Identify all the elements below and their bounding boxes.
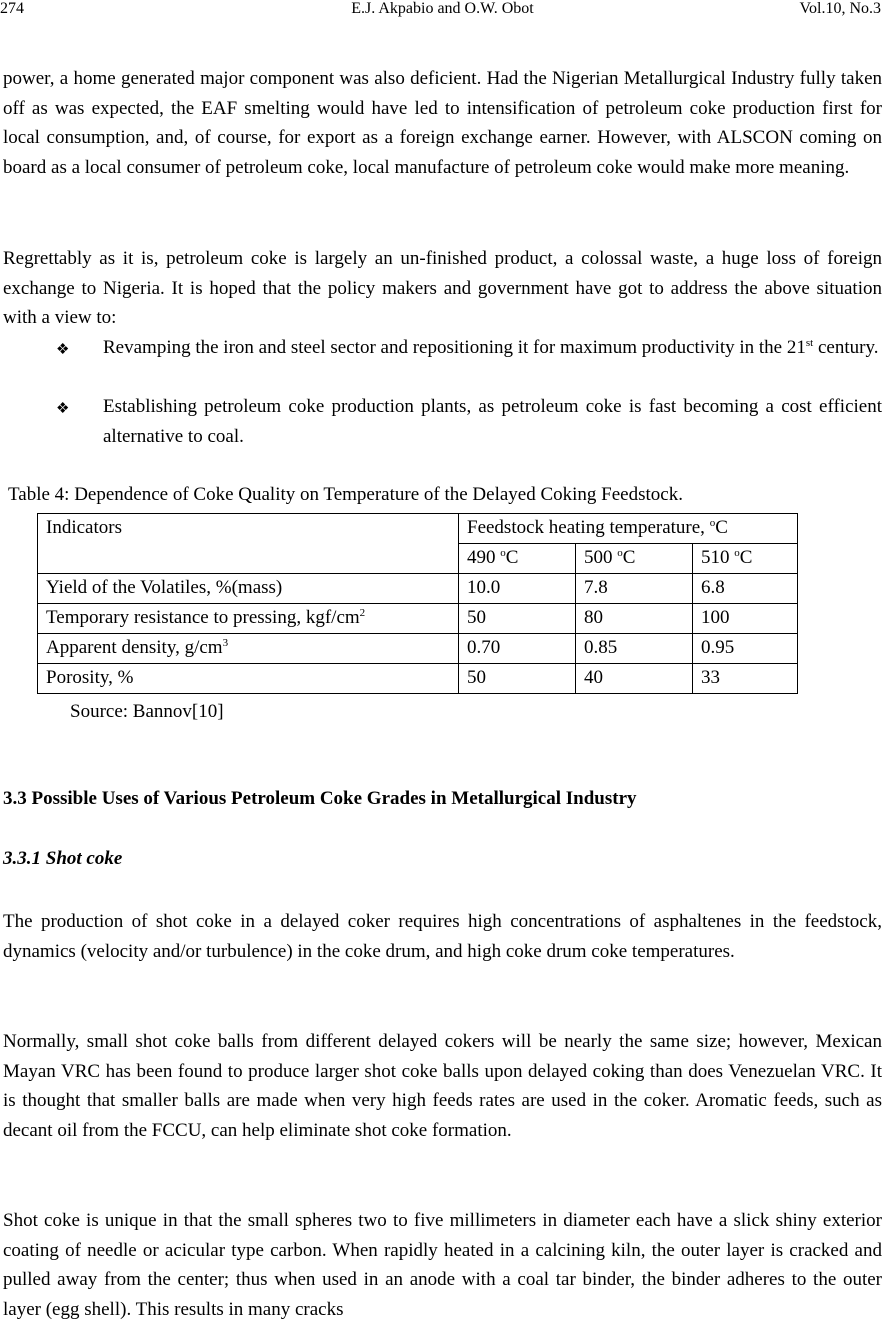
table-cell: 80 xyxy=(576,604,693,634)
row-label: Yield of the Volatiles, %(mass) xyxy=(38,574,459,604)
table-cell: 100 xyxy=(693,604,798,634)
table-cell: 40 xyxy=(576,664,693,694)
row-label: Porosity, % xyxy=(38,664,459,694)
paragraph-1: power, a home generated major component was also deficient. Had the Nigerian Metallurgical Industry fully taken off as was expected, the EAF smelting would have led to intensification of petroleum coke production first for local consumption, and, of course, for export as a foreign exchange earner. However, with ALSCON coming on board as a local consumer of petroleum coke, local manufacture of petroleum coke would make more meaning. xyxy=(3,68,882,178)
table-row xyxy=(38,664,798,694)
table-source: Source: Bannov[10] xyxy=(70,701,224,722)
diamond-bullet-icon: ❖ xyxy=(56,401,70,417)
table-header-row xyxy=(38,514,798,544)
page-number: 274 xyxy=(0,0,24,17)
indicators-header: Indicators xyxy=(38,514,459,574)
table-cell: 6.8 xyxy=(693,574,798,604)
temp-header: 500 $^o$C xyxy=(576,544,693,574)
table-row xyxy=(38,574,798,604)
temp-header: 490 $^o$C xyxy=(459,544,576,574)
table-cell: 33 xyxy=(693,664,798,694)
page-header xyxy=(0,0,885,24)
table-row xyxy=(38,634,798,664)
paragraph-3: The production of shot coke in a delayed coker requires high concentrations of asphaltenes in the feedstock, dynamics (velocity and/or turbulence) in the coke drum, and high coke drum coke temperatures. xyxy=(3,911,882,962)
row-label: Apparent density, $g/cm^3$ xyxy=(38,634,459,664)
diamond-bullet-icon: ❖ xyxy=(56,342,70,358)
table-cell: 10.0 xyxy=(459,574,576,604)
table-cell: 50 xyxy=(459,604,576,634)
table-cell: 0.85 xyxy=(576,634,693,664)
table-caption: Table 4: Dependence of Coke Quality on Temperature of the Delayed Coking Feedstock. xyxy=(8,484,683,505)
paragraph-2: Regrettably as it is, petroleum coke is largely an un-finished product, a colossal waste, a huge loss of foreign exchange to Nigeria. It is hoped that the policy makers and government have got to address the above situation with a view to: xyxy=(3,248,882,328)
bullet-text-1: Revamping the iron and steel sector and repositioning it for maximum productivity in the 21st century. xyxy=(103,337,879,358)
table-cell: 0.70 xyxy=(459,634,576,664)
table-cell: 50 xyxy=(459,664,576,694)
bullet-text-2: Establishing petroleum coke production plants, as petroleum coke is fast becoming a cost efficient alternative to coal. xyxy=(103,396,882,447)
row-label: Temporary resistance to pressing, kgf/$cm^2$ xyxy=(38,604,459,634)
temperature-group-header: Feedstock heating temperature, $^o$C xyxy=(459,514,798,544)
paragraph-5: Shot coke is unique in that the small spheres two to five millimeters in diameter each have a slick shiny exterior coating of needle or acicular type carbon. When rapidly heated in a calcining kiln, the outer layer is cracked and pulled away from the center; thus when used in an anode with a coal tar binder, the binder adheres to the outer layer (egg shell). This results in many cracks xyxy=(3,1210,882,1320)
volume-info: Vol.10, No.3 xyxy=(799,0,881,17)
temp-header: 510 $^o$C xyxy=(693,544,798,574)
table-row xyxy=(38,604,798,634)
paragraph-4: Normally, small shot coke balls from different delayed cokers will be nearly the same size; however, Mexican Mayan VRC has been found to produce larger shot coke balls upon delayed coking than does Venezuelan VRC. It is thought that smaller balls are made when very high feeds rates are used in the coker. Aromatic feeds, such as decant oil from the FCCU, can help eliminate shot coke formation. xyxy=(3,1031,882,1141)
running-authors: E.J. Akpabio and O.W. Obot xyxy=(351,0,534,17)
table-cell: 0.95 xyxy=(693,634,798,664)
section-heading: 3.3 Possible Uses of Various Petroleum Coke Grades in Metallurgical Industry xyxy=(3,788,637,809)
table-cell: 7.8 xyxy=(576,574,693,604)
coke-quality-table xyxy=(37,513,798,694)
subsection-heading: 3.3.1 Shot coke xyxy=(3,848,123,869)
